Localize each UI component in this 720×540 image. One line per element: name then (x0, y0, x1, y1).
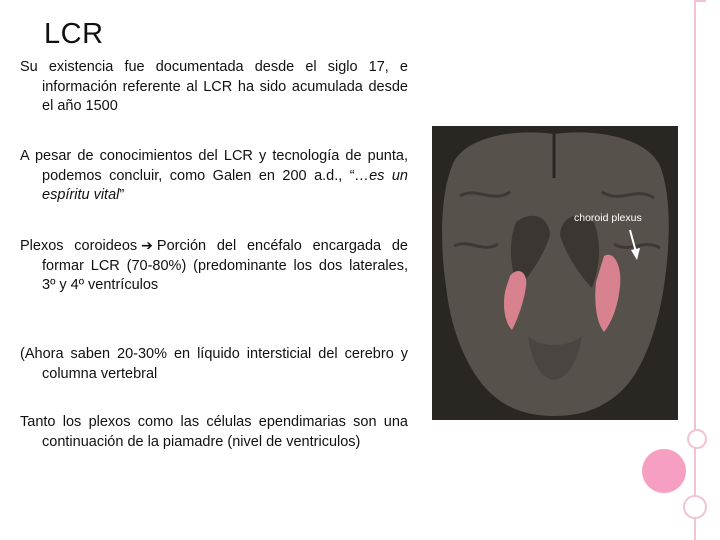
decorative-circle-filled (642, 449, 686, 493)
paragraph-galen-text: A pesar de conocimientos del LCR y tecnología de punta, podemos concluir, como Galen en 200 a.d., “ (20, 148, 408, 184)
paragraph-plexus-term: Plexos coroideos (20, 238, 138, 254)
brain-section-illustration (432, 126, 678, 420)
paragraph-ependymal: Tanto los plexos como las células ependimarias son una continuación de la piamadre (nivel de ventriculos) (20, 414, 408, 450)
slide-title: LCR (44, 18, 104, 50)
paragraph-plexus-definition: Porción del encéfalo encargada de formar LCR (70-80%) (predominante los dos laterales, 3º y 4º ventrículos (42, 238, 408, 293)
decorative-circle-ring-bottom (683, 495, 707, 519)
paragraph-choroid-plexus (20, 236, 408, 296)
paragraph-interstitial: (Ahora saben 20-30% en líquido intersticial del cerebro y columna vertebral (20, 346, 408, 382)
paragraph-galen-quote: …es un espíritu vital (42, 167, 408, 203)
frame-vertical-line (694, 0, 696, 540)
frame-top-line (694, 0, 706, 2)
decorative-circle-ring-top (687, 429, 707, 449)
paragraph-galen (20, 147, 408, 206)
choroid-plexus-label: choroid plexus (574, 212, 642, 224)
brain-section-photo (432, 126, 678, 420)
right-arrow-icon: ➔ (141, 237, 153, 253)
paragraph-galen-close: ” (119, 187, 125, 203)
paragraph-history: Su existencia fue documentada desde el siglo 17, e información referente al LCR ha sido acumulada desde el año 1500 (20, 59, 408, 114)
